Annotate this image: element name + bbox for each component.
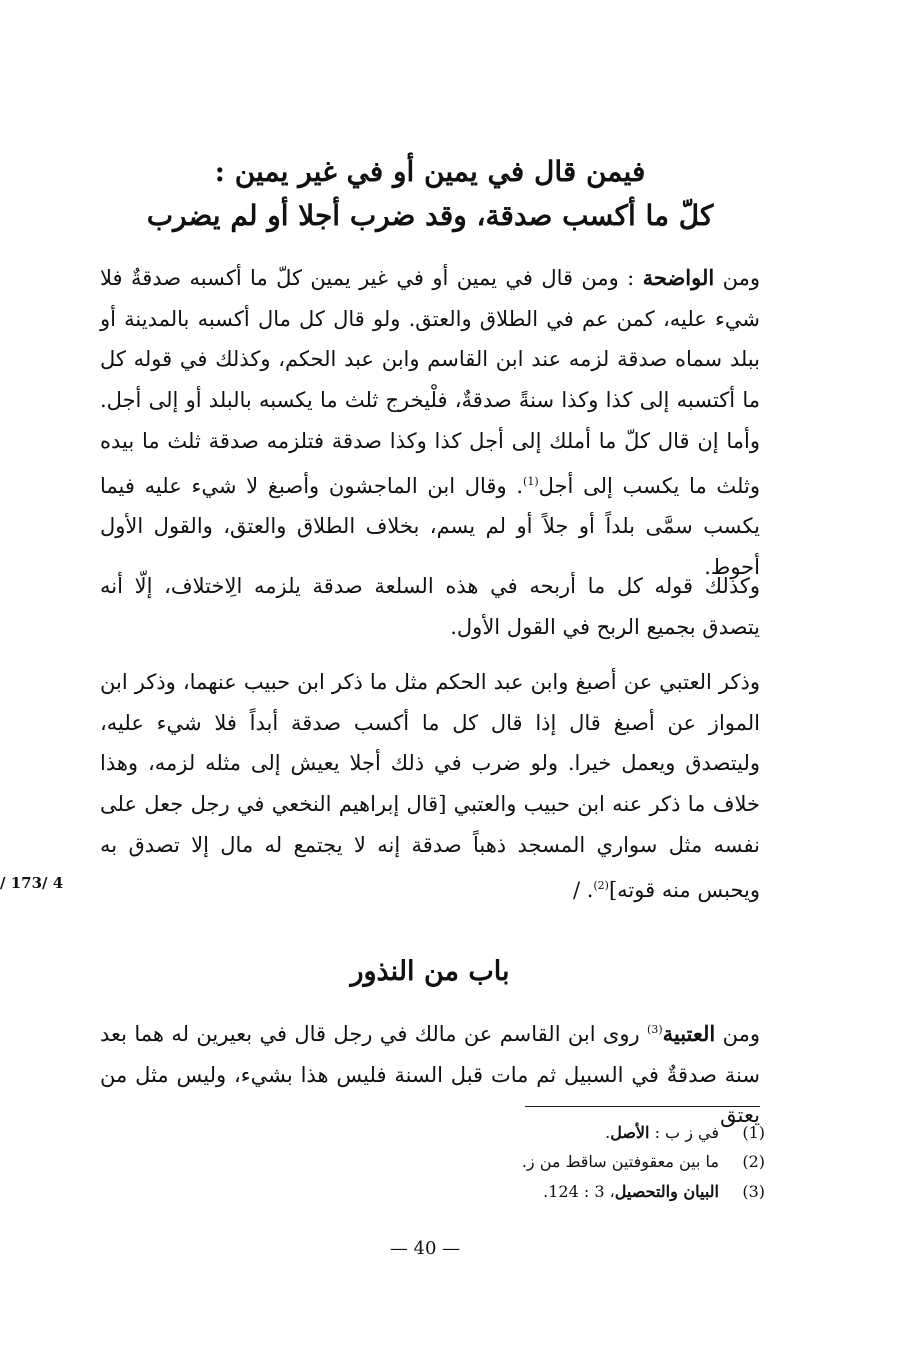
paragraph-utbi [100, 662, 760, 910]
footnote-ref-3: (3) [647, 1023, 663, 1036]
footnote-bold: البيان والتحصيل [614, 1182, 719, 1201]
chapter-heading-line1: فيمن قال في يمين أو في غير يمين : [214, 155, 646, 188]
footnote-text [420, 1148, 719, 1176]
footnote-suffix: ، 3 : 124. [543, 1182, 615, 1201]
footnote-ref-1: (1) [523, 474, 539, 488]
paragraph-profit: وكذلك قوله كل ما أربحه في هذه السلعة صدقة يلزمه الِاختلاف، إلّا أنه يتصدق بجميع الربح في القول الأول. [100, 574, 760, 639]
paragraph-utbiyya [100, 1010, 760, 1136]
manuscript-folio-note: / 173/ 4 [0, 874, 64, 892]
paragraph-lead: ومن [715, 1022, 760, 1046]
footnote-text [420, 1119, 719, 1147]
paragraph-text: روى ابن القاسم عن مالك في رجل قال في بعيرين له هما بعد سنة صدقةٌ في السبيل ثم مات قبل السنة فليس هذا بشيء، وليس مثل من يعتق [100, 1022, 760, 1128]
footnote-suffix: . [605, 1123, 611, 1142]
page-number: — 40 — [389, 1238, 461, 1259]
footnote-1 [420, 1119, 765, 1147]
paragraph-text: : ومن قال في يمين أو في غير يمين كلّ ما أكسبه صدقةٌ فلا شيء عليه، كمن عم في الطلاق والعتق. ولو قال كل مال أكسبه بالمدينة أو ببلد سماه صدقة لزمه عند ابن القاسم وابن عبد الحكم، وكذلك في قوله كل ما أكتسبه إلى كذا وكذا سنةً صدقةٌ، فلْيخرج ثلث ما يكسبه بالبلد أو إلى أجل. وأما إن قال كلّ ما أملك إلى أجل كذا وكذا صدقة فتلزمه صدقة ثلث ما بيده وثلث ما يكسب إلى أجل [100, 266, 760, 498]
paragraph-tail: . / [572, 877, 594, 902]
footnote-ref-2: (2) [593, 878, 609, 892]
footnote-text [420, 1178, 719, 1206]
paragraph-text: وذكر العتبي عن أصبغ وابن عبد الحكم مثل ما ذكر ابن حبيب عنهما، وذكر ابن المواز عن أصبغ قال إذا قال كل ما أكسب صدقة أبداً فلا شيء عليه، وليتصدق ويعمل خيرا. ولو ضرب في ذلك أجلا يعيش إلى مثله لزمه، وهذا خلاف ما ذكر عنه ابن حبيب والعتبي [قال إبراهيم النخعي في رجل جعل على نفسه مثل سواري المسجد ذهباً صدقة إنه لا يجتمع له مال إلا تصدق به ويحبس منه قوته] [100, 670, 760, 902]
paragraph-text-continued: . وقال ابن الماجشون وأصبغ لا شيء عليه فيما يكسب سمَّى بلداً أو جلاً أو لم يسم، بخلاف الطلاق والعتق، والقول الأول أحوط. [100, 473, 760, 579]
source-name-wadiha: الواضحة [642, 265, 715, 290]
footnote-number: (3) [742, 1182, 765, 1201]
footnote-number: (1) [742, 1123, 765, 1142]
paragraph-lead: ومن [714, 266, 760, 290]
footnote-prefix: ما بين معقوفتين ساقط من ز. [521, 1152, 719, 1171]
footnote-prefix: في ز ب : [649, 1123, 719, 1142]
source-name-utbiyya: العتبية [662, 1021, 716, 1046]
footnote-2 [420, 1148, 765, 1176]
footnote-divider [525, 1106, 760, 1107]
paragraph-wadiha [100, 258, 760, 588]
section-title: باب من النذور [350, 956, 510, 987]
chapter-heading-line2: كلّ ما أكسب صدقة، وقد ضرب أجلا أو لم يضرب [146, 199, 714, 232]
footnote-3 [420, 1178, 765, 1206]
footnote-bold: الأصل [610, 1123, 650, 1142]
footnote-number: (2) [742, 1152, 765, 1171]
